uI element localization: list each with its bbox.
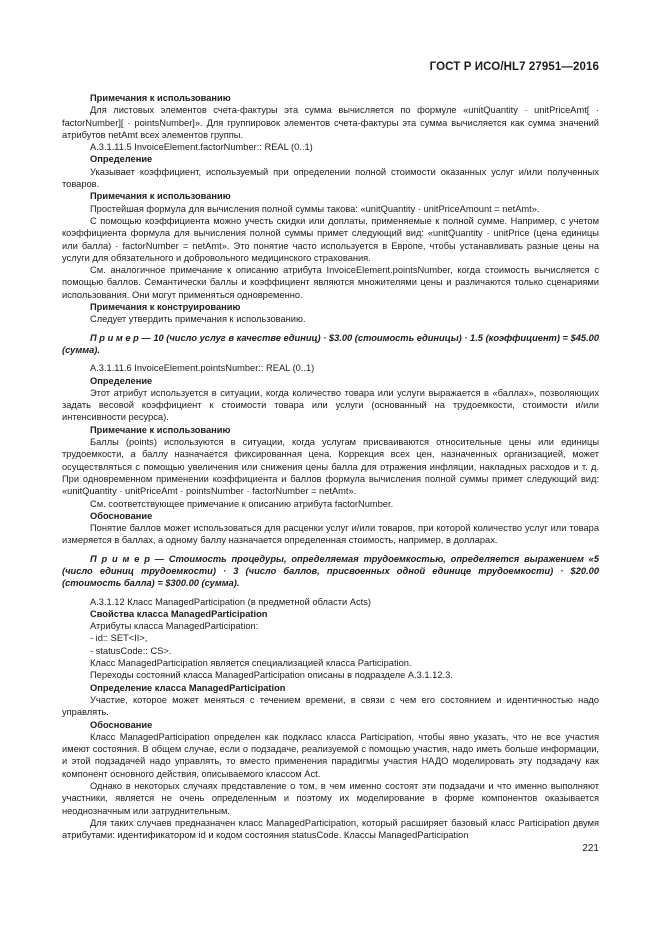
list-item: - id:: SET<II>,: [90, 633, 148, 644]
heading: Свойства класса ManagedParticipation: [90, 608, 268, 619]
attribute-line: A.3.1.11.5 InvoiceElement.factorNumber:: REAL (0..1): [90, 142, 313, 153]
attribute-line: A.3.1.11.6 InvoiceElement.pointsNumber:: REAL (0..1): [90, 363, 315, 374]
heading: Примечания к использованию: [90, 191, 231, 202]
paragraph: Следует утвердить примечания к использованию.: [90, 314, 306, 325]
document-header: ГОСТ Р ИСО/HL7 27951—2016: [429, 61, 599, 73]
paragraph: Понятие баллов может использоваться для расценки услуг и/или товаров, при которой количество услуг или товара измеряется в баллах, а одному баллу назначается определенная стоимость, например, в долларах.: [62, 523, 599, 546]
page-number: 221: [582, 843, 599, 854]
paragraph: Этот атрибут используется в ситуации, когда количество товара или услуги выражается в «баллах», позволяющих задать весовой коэффициент к стоимости товара или услуги (основанный на трудоемкости, стоимости и/или интенсивности ресурса).: [62, 387, 599, 423]
paragraph: Указывает коэффициент, используемый при определении полной стоимости оказанных услуг и/или полученных товаров.: [62, 166, 599, 190]
paragraph: Класс ManagedParticipation является специализацией класса Participation.: [90, 658, 412, 669]
paragraph: С помощью коэффициента можно учесть скидки или доплаты, применяемые к полной сумме. Например, с учетом коэффициента формула для вычисления полной суммы примет следующий вид: «unitQuantity · unitPrice (цена единицы или балла) · factorNumber = netAmt». Это понятие часто используется в Европе, чтобы устанавливать разные цены на услуги для обязательного и добровольного медицинского страхования.: [62, 215, 599, 263]
example-lead: П р и м е р: [90, 332, 139, 343]
paragraph: Для листовых элементов счета-фактуры эта сумма вычисляется по формуле «unitQuantity · unitPriceAmt[ · factorNumber][ · pointsNumber]». Для группировок элементов счета-фактуры эта сумма вычисляется как сумма значений атрибутов netAmt всех элементов группы.: [62, 105, 599, 140]
paragraph: См. аналогичное примечание к описанию атрибута InvoiceElement.pointsNumber, когда стоимость вычисляется с помощью баллов. Семантически баллы и коэффициент являются множителями цены и различаются только сценариями использования. Они могут применяться одновременно.: [62, 265, 599, 300]
heading: Определение класса ManagedParticipation: [90, 682, 286, 693]
paragraph: Участие, которое может меняться с течением времени, в связи с чем его состоянием и идентичностью надо управлять.: [62, 694, 599, 718]
attribute-line: A.3.1.12 Класс ManagedParticipation (в предметной области Acts): [90, 596, 371, 607]
example-text: — 10 (число услуг в качестве единиц) · $3.00 (стоимость единицы) · 1.5 (коэффициент) = $45.00 (сумма).: [62, 332, 600, 355]
paragraph: Переходы состояний класса ManagedParticipation описаны в подразделе А.3.1.12.3.: [90, 670, 453, 681]
list-item: - statusCode:: CS>.: [90, 645, 172, 656]
heading: Определение: [90, 154, 153, 165]
example-paragraph: [62, 553, 599, 590]
heading: Обоснование: [90, 510, 153, 521]
example-text: — Стоимость процедуры, определяемая трудоемкостью, определяется выражением «5 (число единиц трудоемкости) · 3 (число баллов, присвоенных одной единице трудоемкости) · $20.00 (стоимость балла) = $300.00 (сумма).: [62, 553, 600, 589]
paragraph: Класс ManagedParticipation определен как подкласс класса Participation, чтобы явно указать, что не все участия имеют состояния. В общем случае, если о подзадаче, реализуемой с помощью участия, надо иметь больше информации, и этой подзадачей надо управлять, то вместо применения парадигмы участия НАДО моделировать эту подзадачу как компонент основного действия, описываемого классом Act.: [62, 731, 599, 779]
heading: Обоснование: [90, 719, 153, 730]
example-lead: П р и м е р: [90, 553, 150, 564]
heading: Примечания к конструированию: [90, 302, 241, 313]
heading: Примечания к использованию: [90, 93, 231, 103]
document-body: [62, 92, 599, 842]
paragraph: Баллы (points) используются в ситуации, когда услугам присваиваются относительные цены или единицы трудоемкости, а баллу назначается фиксированная цена. Коррекция всех цен, назначенных организацией, может осуществляться с помощью увеличения или снижения цены балла для отражения инфляции, накладных расходов и т. д. При одновременном применении коэффициента и баллов формула вычисления полной суммы примет следующий вид: «unitQuantity · unitPriceAmt · pointsNumber · factorNumber = netAmt».: [62, 437, 599, 497]
paragraph: Однако в некоторых случаях представление о том, в чем именно состоят эти подзадачи и что именно выполняют участники, является не очень определенным и поэтому их моделирование в форме компонентов оказывается неоднозначным или затруднительным.: [62, 781, 599, 816]
example-paragraph: [62, 332, 599, 357]
paragraph: Простейшая формула для вычисления полной суммы такова: «unitQuantity · unitPriceAmount = netAmt».: [90, 203, 540, 214]
paragraph: См. соответствующее примечание к описанию атрибута factorNumber.: [90, 498, 394, 509]
attribute-line: Атрибуты класса ManagedParticipation:: [90, 621, 259, 632]
heading: Определение: [90, 375, 153, 386]
paragraph: Для таких случаев предназначен класс ManagedParticipation, который расширяет базовый класс Participation двумя атрибутами: идентификатором id и кодом состояния statusCode. Классы ManagedParticipation: [62, 817, 599, 841]
heading: Примечание к использованию: [90, 424, 231, 435]
